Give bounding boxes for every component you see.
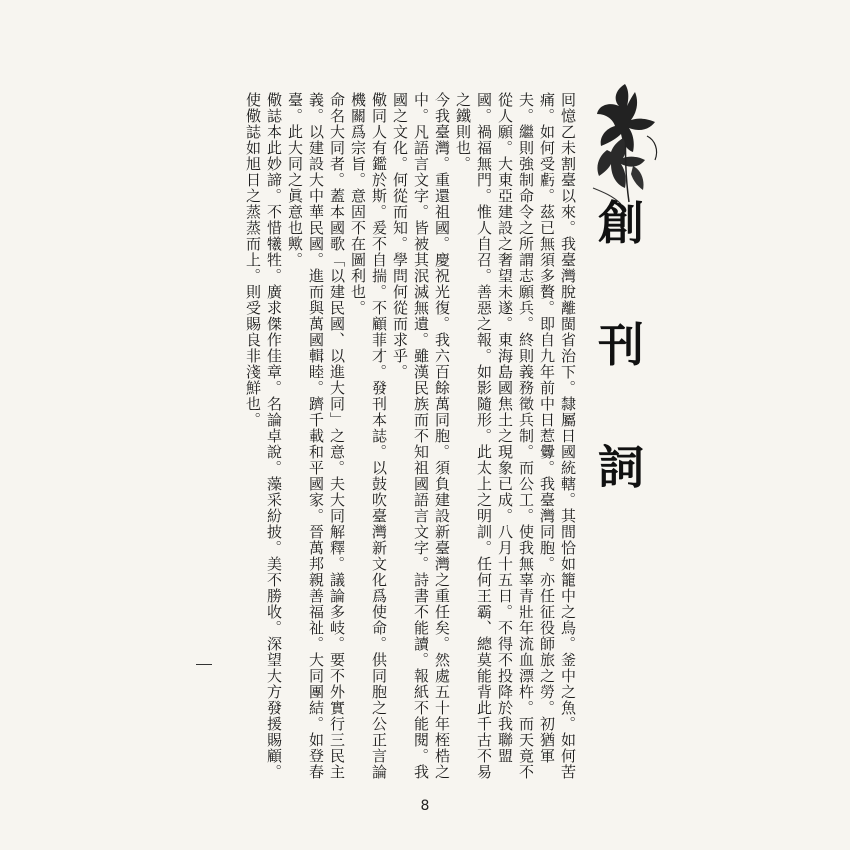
ivy-leaf-ornament	[585, 80, 665, 210]
page-title	[591, 196, 651, 494]
paragraph: 命名大同者。蓋本國歌「以建民國、以進大同」之意。夫大同解釋。議論多岐。要不外實行三民主義。以建設大中華民國。進而與萬國輯睦。躋千載和平國家。晉萬邦親善福祉。大同團結。如登春臺。此大同之眞意也歟。	[286, 92, 346, 780]
title-char: 刊	[598, 318, 644, 372]
title-char: 創	[598, 196, 644, 250]
title-char: 詞	[598, 440, 644, 494]
page-number: 8	[420, 798, 430, 814]
margin-mark	[196, 664, 212, 665]
paragraph: 儆同人有鑑於斯。爰不自揣。不顧菲才。發刊本誌。以鼓吹臺灣新文化爲使命。供同胞之公正言論機關爲宗旨。意固不在圖利也。	[349, 92, 388, 780]
paragraph: 儆誌本此妙諦。不惜犧牲。廣求傑作佳章。名論卓說。藻采紛披。美不勝收。深望大方發援賜顧。使儆誌如旭日之蒸蒸而上。則受賜良非淺鮮也。	[244, 92, 283, 780]
paragraph: 囘憶乙未割臺以來。我臺灣脫離閩省治下。隸屬日國統轄。其間恰如籠中之鳥。釜中之魚。如何苦痛。如何受虧。茲已無須多贅。即自九年前中日惹釁。我臺灣同胞。亦任征役師旅之勞。初猶軍夫。繼則強制命令之所謂志願兵。終則義務徵兵制。而公工。使我無辜青壯年流血漂杵。而天竟不從人願。大東亞建設之奢望未遂。東海島國焦土之現象已成。八月十五日。不得不投降於我聯盟國。禍福無門。惟人自召。善惡之報。如影隨形。此太上之明訓。任何王霸、總莫能背此千古不易之鐵則也。	[454, 92, 577, 780]
body-text	[222, 92, 578, 782]
paragraph: 今我臺灣。重還祖國。慶祝光復。我六百餘萬同胞。須負建設新臺灣之重任矣。然處五十年桎梏之中。凡語言文字。皆被其泯滅無遺。雖漢民族而不知祖國語言文字。詩書不能讀。報紙不能閱。我國之文化。何從而知。學問何從而求乎。	[391, 92, 451, 780]
